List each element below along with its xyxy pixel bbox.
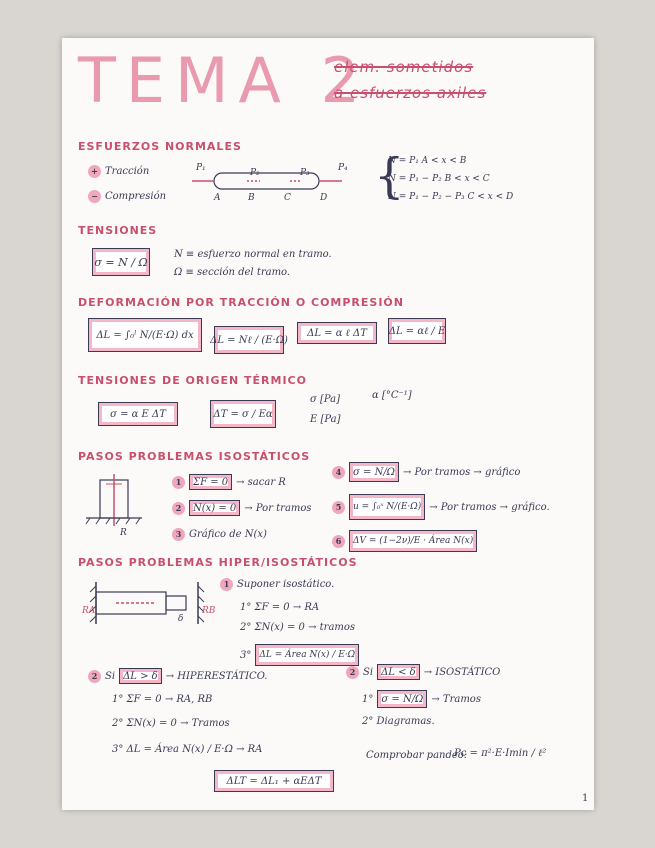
hyper-sub-3 <box>240 644 359 666</box>
step-5-box: u = ∫₀ˣ N/(E·Ω) <box>349 494 425 520</box>
case-hyper-box: ΔL > δ <box>119 668 162 684</box>
case-hyper-number: 2 <box>88 670 101 683</box>
formula-dl-integral: ΔL = ∫₀ˡ N/(E·Ω) dx <box>88 318 202 352</box>
step-1-box: ΣF = 0 <box>189 474 232 490</box>
formula-sigma: σ = N / Ω <box>92 248 150 276</box>
hyper-step-1-text: Suponer isostático. <box>237 579 335 590</box>
case-hyper-text: → HIPERESTÁTICO. <box>165 670 268 682</box>
hyper-sub-3-box: ΔL = Área N(x) / E·Ω <box>255 644 359 666</box>
bar-b: B <box>248 193 255 203</box>
hyper-left-2: 2° ΣN(x) = 0 → Tramos <box>112 718 230 729</box>
traccion-row <box>88 165 149 178</box>
step-1-text: → sacar R <box>236 476 286 488</box>
heading-esfuerzos-normales: ESFUERZOS NORMALES <box>78 140 242 153</box>
case-iso <box>346 664 500 680</box>
case-hyper <box>88 668 267 684</box>
case-hyper-si: Si <box>105 670 116 682</box>
formula-dl-nl: ΔL = Nℓ / (E·Ω) <box>214 326 284 354</box>
step-4-text: → Por tramos → gráfico <box>402 466 521 478</box>
case-iso-text: → ISOSTÁTICO <box>423 666 501 678</box>
formula-sigma-thermal: σ = α E ΔT <box>98 402 178 426</box>
hyper-left-3: 3° ΔL = Área N(x) / E·Ω → RA <box>112 744 263 755</box>
iso-step-5 <box>332 494 550 520</box>
isostatic-support-diagram <box>86 470 146 540</box>
bar-a: A <box>214 193 221 203</box>
step-5-number: 5 <box>332 501 345 514</box>
support-r-label: R <box>120 528 127 538</box>
iso-right-1-text: → Tramos <box>431 693 481 705</box>
compresion-row <box>88 190 166 203</box>
bar-p2: P₂ <box>250 168 260 178</box>
step-2-box: N(x) = 0 <box>189 500 240 516</box>
heading-tensiones: TENSIONES <box>78 224 158 237</box>
case-iso-si: Si <box>363 666 374 678</box>
step-4-box: σ = N/Ω <box>349 462 399 482</box>
hyper-ra-label: RA <box>82 606 96 616</box>
pandeo-text: Comprobar pandeo: <box>366 750 468 761</box>
hyper-delta-label: δ <box>178 614 184 624</box>
iso-right-2: 2° Diagramas. <box>362 716 435 727</box>
compresion-label: Compresión <box>105 191 167 202</box>
title-main: TEMA 2 <box>78 44 371 117</box>
step-3-text: Gráfico de N(x) <box>189 529 267 540</box>
heading-isostaticos: PASOS PROBLEMAS ISOSTÁTICOS <box>78 450 311 463</box>
hyper-sub-3-label: 3° <box>240 649 252 661</box>
eq-1: N = P₁ A < x < B <box>388 156 467 166</box>
bar-c: C <box>284 193 291 203</box>
bar-p4: P₄ <box>338 163 348 173</box>
heading-deformacion: DEFORMACIÓN POR TRACCIÓN O COMPRESIÓN <box>78 296 404 309</box>
hyper-rb-label: RB <box>202 606 216 616</box>
iso-step-1 <box>172 474 286 490</box>
title-sub-2: a esfuerzos axiles <box>334 84 487 102</box>
unit-e: E [Pa] <box>310 414 341 425</box>
iso-step-2 <box>172 500 312 516</box>
step-2-number: 2 <box>172 502 185 515</box>
minus-icon: − <box>88 190 101 203</box>
hyper-sub-1: 1° ΣF = 0 → RA <box>240 602 320 613</box>
brace: { <box>374 148 405 204</box>
notebook-page <box>62 38 594 810</box>
step-6-number: 6 <box>332 535 345 548</box>
hyper-step-1 <box>220 578 334 591</box>
formula-dl-thermal: ΔL = α ℓ ΔT <box>297 322 377 344</box>
def-omega: Ω ≡ sección del tramo. <box>174 267 291 278</box>
title-sub-1: elem. sometidos <box>334 58 474 76</box>
hyper-left-1: 1° ΣF = 0 → RA, RB <box>112 694 213 705</box>
step-2-text: → Por tramos <box>244 502 312 514</box>
hyper-sub-2: 2° ΣN(x) = 0 → tramos <box>240 622 356 633</box>
bar-p1: P₁ <box>196 163 206 173</box>
formula-dt: ΔT = σ / Eα <box>210 400 276 428</box>
page-number: 1 <box>582 793 589 804</box>
iso-step-4 <box>332 462 520 482</box>
iso-step-3 <box>172 528 267 541</box>
iso-step-6 <box>332 530 477 552</box>
pandeo-formula: Pc = π²·E·Imin / ℓ² <box>454 748 547 759</box>
heading-hiperestaticos: PASOS PROBLEMAS HIPER/ISOSTÁTICOS <box>78 556 358 569</box>
def-n: N ≡ esfuerzo normal en tramo. <box>174 249 332 260</box>
unit-alpha: α [°C⁻¹] <box>372 390 412 401</box>
eq-2: N = P₁ − P₂ B < x < C <box>388 174 490 184</box>
case-iso-box: ΔL < δ <box>377 664 420 680</box>
step-4-number: 4 <box>332 466 345 479</box>
bar-d: D <box>320 193 328 203</box>
eq-3: N = P₁ − P₂ − P₃ C < x < D <box>388 192 514 202</box>
iso-right-1 <box>362 690 481 708</box>
unit-sigma: σ [Pa] <box>310 394 341 405</box>
step-3-number: 3 <box>172 528 185 541</box>
final-delta-lt-box: ΔLT = ΔL₁ + αEΔT <box>214 770 334 792</box>
hyper-step-1-number: 1 <box>220 578 233 591</box>
hyperstatic-bar-diagram <box>86 578 216 628</box>
iso-right-1-box: σ = N/Ω <box>377 690 427 708</box>
iso-right-1-label: 1° <box>362 693 374 705</box>
formula-dl-alpha: ΔL = αℓ / E <box>388 318 446 344</box>
step-1-number: 1 <box>172 476 185 489</box>
heading-tensiones-termico: TENSIONES DE ORIGEN TÉRMICO <box>78 374 307 387</box>
case-iso-number: 2 <box>346 666 359 679</box>
bar-p3: P₃ <box>300 168 310 178</box>
traccion-label: Tracción <box>105 166 150 177</box>
step-5-text: → Por tramos → gráfico. <box>429 501 550 513</box>
step-6-box: ΔV = (1−2ν)/E · Área N(x) <box>349 530 477 552</box>
plus-icon: + <box>88 165 101 178</box>
